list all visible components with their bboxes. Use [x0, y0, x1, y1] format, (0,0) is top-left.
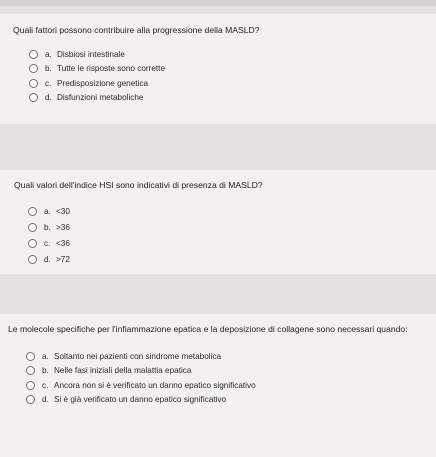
radio-button[interactable] — [26, 381, 35, 390]
option-label: >72 — [56, 254, 70, 264]
option-letter: c. — [44, 238, 51, 248]
option-label: Disbiosi intestinale — [57, 49, 125, 59]
radio-button[interactable] — [29, 50, 38, 59]
option-letter: b. — [45, 64, 52, 74]
question-2-text: Quali valori dell'indice HSI sono indicativi di presenza di MASLD? — [14, 180, 263, 190]
option-1d[interactable] — [29, 91, 165, 106]
option-1a[interactable] — [29, 47, 165, 62]
option-2a[interactable] — [28, 203, 70, 219]
option-3a[interactable] — [26, 349, 256, 364]
question-3-text: Le molecole specifiche per l'infiammazione epatica e la deposizione di collagene sono necessari quando: — [8, 324, 408, 334]
option-3b[interactable] — [26, 364, 256, 379]
radio-button[interactable] — [28, 223, 37, 232]
option-label: Disfunzioni metaboliche — [57, 93, 144, 103]
radio-button[interactable] — [28, 207, 37, 216]
option-letter: b. — [44, 222, 51, 232]
option-1c[interactable] — [29, 76, 165, 91]
radio-button[interactable] — [29, 93, 38, 102]
question-3 — [0, 314, 436, 457]
radio-button[interactable] — [26, 395, 35, 404]
option-letter: c. — [45, 78, 52, 88]
radio-button[interactable] — [26, 352, 35, 361]
option-label: Ancora non si è verificato un danno epatico significativo — [54, 380, 256, 390]
question-1-options — [29, 47, 165, 105]
option-label: <36 — [56, 238, 70, 248]
radio-button[interactable] — [29, 64, 38, 73]
question-2-options — [28, 203, 70, 267]
question-1 — [0, 14, 436, 124]
top-divider — [0, 0, 436, 6]
question-2 — [0, 170, 436, 274]
option-label: Soltanto nei pazienti con sindrome metabolica — [54, 351, 222, 361]
question-3-options — [26, 349, 256, 407]
option-2c[interactable] — [28, 235, 70, 251]
option-letter: d. — [45, 93, 52, 103]
radio-button[interactable] — [28, 255, 37, 264]
option-2d[interactable] — [28, 251, 70, 267]
option-label: Tutte le risposte sono corrette — [57, 64, 166, 74]
option-2b[interactable] — [28, 219, 70, 235]
option-3d[interactable] — [26, 393, 256, 408]
radio-button[interactable] — [26, 366, 35, 375]
option-label: Predisposizione genetica — [57, 78, 149, 88]
option-letter: d. — [44, 254, 51, 264]
radio-button[interactable] — [28, 239, 37, 248]
option-label: Nelle fasi iniziali della malattia epatica — [54, 366, 192, 376]
option-letter: b. — [42, 366, 49, 376]
option-letter: d. — [42, 395, 49, 405]
radio-button[interactable] — [29, 79, 38, 88]
option-label: <30 — [56, 206, 70, 216]
option-label: Si è già verificato un danno epatico significativo — [54, 395, 227, 405]
option-letter: a. — [42, 351, 49, 361]
option-letter: c. — [42, 380, 49, 390]
option-3c[interactable] — [26, 378, 256, 393]
question-1-text: Quali fattori possono contribuire alla progressione della MASLD? — [13, 25, 260, 35]
option-label: >36 — [56, 222, 70, 232]
option-1b[interactable] — [29, 62, 165, 77]
option-letter: a. — [45, 49, 52, 59]
option-letter: a. — [44, 206, 51, 216]
